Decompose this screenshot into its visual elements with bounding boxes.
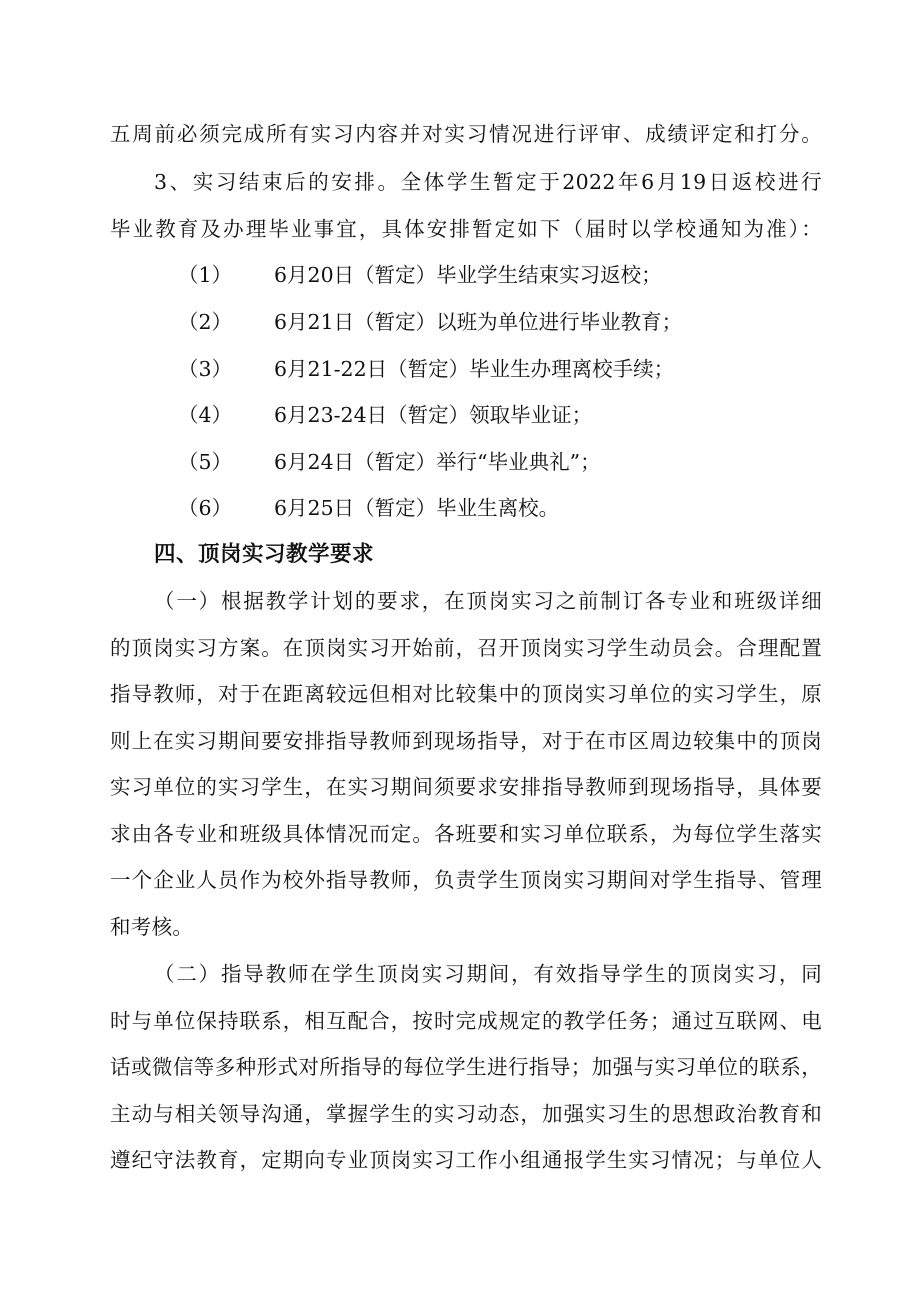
list-item <box>178 492 559 524</box>
list-item-text: 6月23-24日（暂定）领取毕业证； <box>274 403 593 427</box>
list-item-number: （1） <box>178 263 233 287</box>
list-item-number: （3） <box>178 357 233 381</box>
list-item-number: （4） <box>178 403 233 427</box>
list-item-text: 6月25日（暂定）毕业生离校。 <box>274 496 560 520</box>
list-item-number: （2） <box>178 310 233 334</box>
list-item-text: 6月21日（暂定）以班为单位进行毕业教育； <box>274 310 683 334</box>
paragraph-line: 3、实习结束后的安排。全体学生暂定于2022年6月19日返校进行 <box>154 170 822 194</box>
list-item <box>178 446 601 478</box>
list-item <box>178 399 592 431</box>
paragraph-line: （二）指导教师在学生顶岗实习期间，有效指导学生的顶岗实习，同 <box>154 962 822 986</box>
list-item <box>178 353 674 385</box>
list-item-text: 6月21-22日（暂定）毕业生办理离校手续； <box>274 357 675 381</box>
paragraph-line: 和考核。 <box>110 915 194 939</box>
section-heading: 四、顶岗实习教学要求 <box>154 542 375 567</box>
list-item <box>178 259 662 291</box>
paragraph-line: 主动与相关领导沟通，掌握学生的实习动态，加强实习生的思想政治教育和 <box>110 1102 822 1126</box>
paragraph-line: 话或微信等多种形式对所指导的每位学生进行指导；加强与实习单位的联系， <box>110 1055 822 1079</box>
list-item-text: 6月24日（暂定）举行“毕业典礼”； <box>274 450 601 474</box>
paragraph-line: 五周前必须完成所有实习内容并对实习情况进行评审、成绩评定和打分。 <box>110 122 822 146</box>
paragraph-line: 一个企业人员作为校外指导教师，负责学生顶岗实习期间对学生指导、管理 <box>110 868 822 892</box>
paragraph-line: 时与单位保持联系，相互配合，按时完成规定的教学任务；通过互联网、电 <box>110 1009 822 1033</box>
list-item <box>178 306 682 338</box>
paragraph-line: 求由各专业和班级具体情况而定。各班要和实习单位联系，为每位学生落实 <box>110 822 822 846</box>
list-item-number: （5） <box>178 450 233 474</box>
list-item-number: （6） <box>178 496 233 520</box>
paragraph-line: （一）根据教学计划的要求，在顶岗实习之前制订各专业和班级详细 <box>154 589 822 613</box>
paragraph-line: 指导教师，对于在距离较远但相对比较集中的顶岗实习单位的实习学生，原 <box>110 682 822 706</box>
paragraph-line: 实习单位的实习学生，在实习期间须要求安排指导教师到现场指导，具体要 <box>110 775 822 799</box>
list-item-text: 6月20日（暂定）毕业学生结束实习返校； <box>274 263 662 287</box>
paragraph-line: 毕业教育及办理毕业事宜，具体安排暂定如下（届时以学校通知为准）： <box>110 217 822 241</box>
paragraph-line: 遵纪守法教育，定期向专业顶岗实习工作小组通报学生实习情况；与单位人 <box>110 1148 822 1172</box>
paragraph-line: 则上在实习期间要安排指导教师到现场指导，对于在市区周边较集中的顶岗 <box>110 729 822 753</box>
paragraph-line: 的顶岗实习方案。在顶岗实习开始前，召开顶岗实习学生动员会。合理配置 <box>110 636 822 660</box>
